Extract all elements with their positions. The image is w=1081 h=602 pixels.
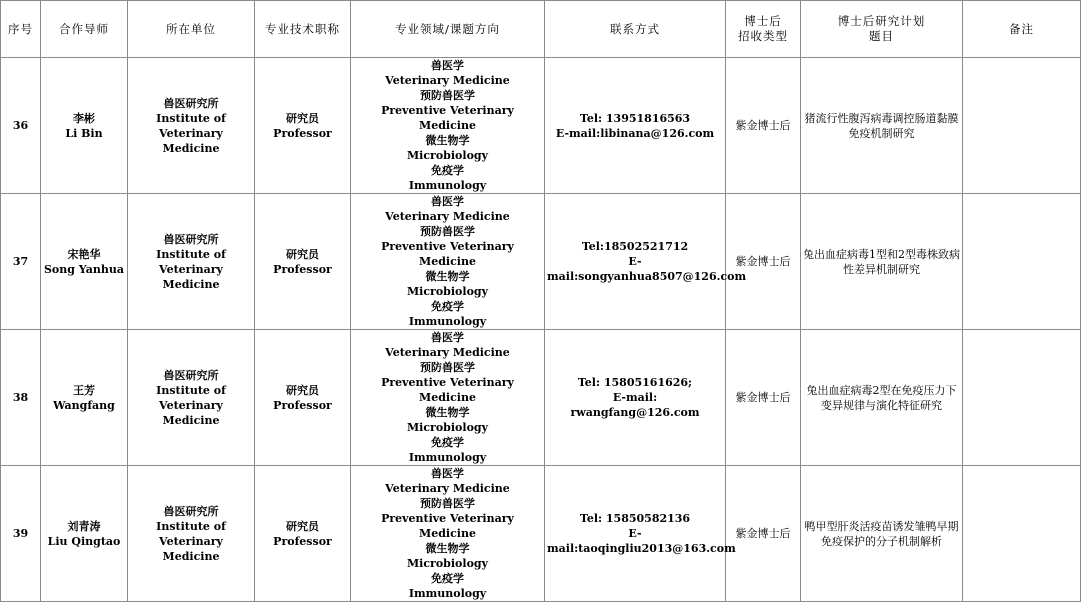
field-line: Preventive Veterinary Medicine: [381, 376, 514, 404]
plan-cell: 兔出血症病毒2型在免疫压力下变异规律与演化特征研究: [801, 330, 963, 466]
title-cn: 研究员: [286, 247, 319, 261]
advisor-cell: [41, 194, 128, 330]
contact-cell: [545, 466, 736, 602]
field-line: 兽医学: [431, 331, 464, 344]
unit-cell: [128, 58, 255, 194]
field-line: 兽医学: [431, 195, 464, 208]
field-line: Veterinary Medicine: [385, 210, 510, 223]
header-advisor: 合作导师: [41, 1, 128, 58]
unit-name-cn: 兽医研究所: [163, 368, 219, 382]
contact-line: E-mail:: [612, 391, 658, 404]
table-row: [1, 330, 1081, 466]
advisor-name-en: Wangfang: [53, 398, 115, 412]
table-body: [1, 58, 1081, 602]
contact-line: Tel: 13951816563: [579, 111, 691, 125]
field-line: Preventive Veterinary Medicine: [381, 104, 514, 132]
field-line: Microbiology: [407, 149, 488, 162]
unit-name-cn: 兽医研究所: [163, 232, 219, 246]
field-line: 免疫学: [431, 300, 464, 313]
title-en: Professor: [273, 262, 332, 276]
header-row: [1, 1, 1081, 58]
field-line: Immunology: [408, 179, 487, 192]
advisor-name-cn: 李彬: [73, 111, 95, 125]
recruit-type-cell: 紫金博士后: [726, 466, 801, 602]
field-line: 预防兽医学: [420, 497, 475, 510]
note-cell: [963, 194, 1081, 330]
contact-line: Tel:18502521712: [581, 240, 689, 253]
contact-line: mail:songyanhua8507@126.com: [547, 270, 747, 283]
contact-line: rwangfang@126.com: [570, 406, 700, 419]
field-cell: [351, 58, 545, 194]
field-line: 免疫学: [431, 572, 464, 585]
field-line: 预防兽医学: [420, 361, 475, 374]
recruit-type-cell: 紫金博士后: [726, 194, 801, 330]
header-recruit-type-line2: 招收类型: [738, 29, 788, 43]
unit-cell: [128, 194, 255, 330]
contact-cell: [545, 58, 726, 194]
contact-line: Tel: 15850582136: [579, 512, 691, 525]
header-field: 专业领域/课题方向: [351, 1, 545, 58]
contact-cell: [545, 194, 747, 330]
header-recruit-type-line1: 博士后: [744, 14, 782, 28]
contact-line: Tel: 15805161626;: [577, 376, 693, 389]
unit-cell: [128, 330, 255, 466]
header-contact: 联系方式: [545, 1, 726, 58]
field-line: Microbiology: [407, 557, 488, 570]
unit-name-en-2: Medicine: [162, 549, 220, 563]
field-line: Immunology: [408, 315, 487, 328]
table-row: [1, 466, 1081, 602]
field-line: 兽医学: [431, 59, 464, 72]
row-number: 38: [1, 330, 41, 466]
contact-line: E-mail:taoqingliu2013@163.com: [547, 527, 736, 555]
header-plan: [801, 1, 963, 58]
unit-name-en-1: Institute of Veterinary: [156, 247, 226, 276]
title-cn: 研究员: [286, 519, 319, 533]
recruit-type-cell: 紫金博士后: [726, 58, 801, 194]
field-line: Microbiology: [407, 421, 488, 434]
field-line: Immunology: [408, 451, 487, 464]
field-cell: [351, 466, 545, 602]
title-en: Professor: [273, 398, 332, 412]
row-number: 39: [1, 466, 41, 602]
field-line: 兽医学: [431, 467, 464, 480]
field-line: 微生物学: [425, 406, 470, 419]
note-cell: [963, 330, 1081, 466]
title-cell: [255, 58, 351, 194]
plan-cell: 鸭甲型肝炎活疫苗诱发雏鸭早期免疫保护的分子机制解析: [801, 466, 963, 602]
field-line: 免疫学: [431, 436, 464, 449]
title-en: Professor: [273, 126, 332, 140]
unit-name-en-2: Medicine: [162, 413, 220, 427]
row-number: 36: [1, 58, 41, 194]
unit-name-en-1: Institute of Veterinary: [156, 519, 226, 548]
field-line: 微生物学: [425, 270, 470, 283]
row-number: 37: [1, 194, 41, 330]
field-line: Veterinary Medicine: [385, 346, 510, 359]
advisor-name-en: Liu Qingtao: [47, 534, 121, 548]
field-line: Immunology: [408, 587, 487, 600]
unit-name-en-2: Medicine: [162, 141, 220, 155]
header-no: 序号: [1, 1, 41, 58]
header-plan-line1: 博士后研究计划: [837, 14, 926, 28]
field-cell: [351, 194, 545, 330]
advisor-name-en: Song Yanhua: [43, 262, 125, 276]
field-line: 预防兽医学: [420, 225, 475, 238]
table-row: [1, 194, 1081, 330]
note-cell: [963, 58, 1081, 194]
advisor-name-cn: 刘青涛: [67, 519, 101, 533]
contact-line: E-mail:libinana@126.com: [555, 126, 715, 140]
plan-cell: 兔出血症病毒1型和2型毒株致病性差异机制研究: [801, 194, 963, 330]
recruit-type-cell: 紫金博士后: [726, 330, 801, 466]
field-line: 微生物学: [425, 134, 470, 147]
field-line: Veterinary Medicine: [385, 482, 510, 495]
plan-cell: 猪流行性腹泻病毒调控肠道黏膜免疫机制研究: [801, 58, 963, 194]
advisor-cell: [41, 58, 128, 194]
unit-name-en-2: Medicine: [162, 277, 220, 291]
contact-cell: [545, 330, 726, 466]
title-cell: [255, 330, 351, 466]
advisor-name-cn: 宋艳华: [67, 247, 101, 261]
unit-name-cn: 兽医研究所: [163, 96, 219, 110]
title-cell: [255, 466, 351, 602]
header-recruit-type: [726, 1, 801, 58]
note-cell: [963, 466, 1081, 602]
header-plan-line2: 题目: [869, 29, 894, 43]
header-title: 专业技术职称: [255, 1, 351, 58]
advisor-name-en: Li Bin: [65, 126, 103, 140]
field-line: Microbiology: [407, 285, 488, 298]
header-note: 备注: [963, 1, 1081, 58]
advisor-cell: [41, 466, 128, 602]
advisor-name-cn: 王芳: [73, 383, 95, 397]
advisor-cell: [41, 330, 128, 466]
field-cell: [351, 330, 545, 466]
title-cell: [255, 194, 351, 330]
field-line: 免疫学: [431, 164, 464, 177]
field-line: 预防兽医学: [420, 89, 475, 102]
title-en: Professor: [273, 534, 332, 548]
title-cn: 研究员: [286, 383, 319, 397]
unit-name-en-1: Institute of Veterinary: [156, 111, 226, 140]
field-line: Veterinary Medicine: [385, 74, 510, 87]
unit-name-en-1: Institute of Veterinary: [156, 383, 226, 412]
header-unit: 所在单位: [128, 1, 255, 58]
unit-name-cn: 兽医研究所: [163, 504, 219, 518]
title-cn: 研究员: [286, 111, 319, 125]
contact-line: E-: [628, 255, 642, 268]
unit-cell: [128, 466, 255, 602]
field-line: Preventive Veterinary Medicine: [381, 512, 514, 540]
field-line: Preventive Veterinary Medicine: [381, 240, 514, 268]
table-row: [1, 58, 1081, 194]
field-line: 微生物学: [425, 542, 470, 555]
